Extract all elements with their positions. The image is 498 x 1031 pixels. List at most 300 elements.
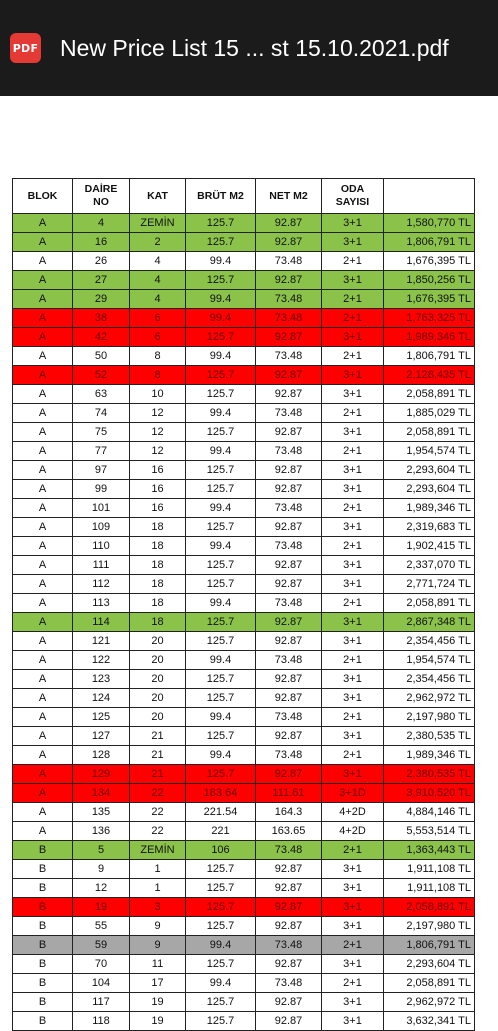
cell-oda-sayisi: 3+1 <box>322 480 384 499</box>
cell-kat: 19 <box>130 1012 186 1031</box>
cell-kat: 21 <box>130 746 186 765</box>
cell-price: 2,337,070 TL <box>384 556 475 575</box>
table-row <box>13 670 475 689</box>
cell-blok: A <box>13 727 73 746</box>
cell-kat: 3 <box>130 898 186 917</box>
cell-brut-m2: 125.7 <box>186 233 256 252</box>
cell-daire-no: 111 <box>73 556 130 575</box>
cell-daire-no: 123 <box>73 670 130 689</box>
cell-blok: A <box>13 423 73 442</box>
cell-price: 2,058,891 TL <box>384 898 475 917</box>
cell-brut-m2: 125.7 <box>186 613 256 632</box>
cell-net-m2: 92.87 <box>256 214 322 233</box>
cell-kat: 18 <box>130 556 186 575</box>
cell-oda-sayisi: 2+1 <box>322 746 384 765</box>
cell-daire-no: 104 <box>73 974 130 993</box>
cell-kat: 9 <box>130 917 186 936</box>
cell-blok: A <box>13 613 73 632</box>
cell-blok: B <box>13 936 73 955</box>
cell-price: 1,954,574 TL <box>384 442 475 461</box>
cell-price: 1,954,574 TL <box>384 651 475 670</box>
cell-daire-no: 121 <box>73 632 130 651</box>
cell-kat: 4 <box>130 271 186 290</box>
cell-oda-sayisi: 4+2D <box>322 822 384 841</box>
table-row <box>13 974 475 993</box>
column-header-daire-no: DAİRE NO <box>73 179 130 214</box>
cell-brut-m2: 125.7 <box>186 765 256 784</box>
cell-net-m2: 73.48 <box>256 252 322 271</box>
cell-blok: A <box>13 233 73 252</box>
table-row <box>13 765 475 784</box>
cell-net-m2: 92.87 <box>256 271 322 290</box>
cell-kat: 4 <box>130 252 186 271</box>
cell-kat: 20 <box>130 689 186 708</box>
cell-blok: A <box>13 784 73 803</box>
cell-oda-sayisi: 2+1 <box>322 708 384 727</box>
price-list-document <box>12 178 475 1031</box>
cell-price: 2,293,604 TL <box>384 480 475 499</box>
table-row <box>13 917 475 936</box>
cell-daire-no: 9 <box>73 860 130 879</box>
cell-daire-no: 113 <box>73 594 130 613</box>
cell-price: 2,867,348 TL <box>384 613 475 632</box>
cell-blok: A <box>13 708 73 727</box>
cell-blok: B <box>13 860 73 879</box>
cell-kat: 19 <box>130 993 186 1012</box>
cell-brut-m2: 125.7 <box>186 993 256 1012</box>
table-row <box>13 841 475 860</box>
cell-oda-sayisi: 3+1 <box>322 955 384 974</box>
cell-brut-m2: 125.7 <box>186 1012 256 1031</box>
table-row <box>13 556 475 575</box>
cell-oda-sayisi: 3+1 <box>322 898 384 917</box>
cell-oda-sayisi: 4+2D <box>322 803 384 822</box>
cell-daire-no: 38 <box>73 309 130 328</box>
cell-kat: 6 <box>130 328 186 347</box>
cell-blok: A <box>13 765 73 784</box>
cell-daire-no: 135 <box>73 803 130 822</box>
cell-daire-no: 63 <box>73 385 130 404</box>
cell-oda-sayisi: 3+1 <box>322 879 384 898</box>
cell-price: 3,910,520 TL <box>384 784 475 803</box>
viewer-top-bar <box>0 0 498 96</box>
table-row <box>13 955 475 974</box>
cell-daire-no: 16 <box>73 233 130 252</box>
table-row <box>13 784 475 803</box>
cell-oda-sayisi: 2+1 <box>322 252 384 271</box>
table-row <box>13 404 475 423</box>
cell-net-m2: 92.87 <box>256 366 322 385</box>
cell-daire-no: 112 <box>73 575 130 594</box>
cell-blok: A <box>13 271 73 290</box>
cell-daire-no: 4 <box>73 214 130 233</box>
cell-blok: A <box>13 594 73 613</box>
cell-net-m2: 92.87 <box>256 689 322 708</box>
cell-oda-sayisi: 3+1 <box>322 917 384 936</box>
pdf-file-icon: PDF <box>10 33 41 63</box>
cell-blok: A <box>13 651 73 670</box>
cell-brut-m2: 125.7 <box>186 366 256 385</box>
cell-price: 1,676,395 TL <box>384 290 475 309</box>
cell-oda-sayisi: 3+1 <box>322 689 384 708</box>
cell-net-m2: 92.87 <box>256 765 322 784</box>
cell-net-m2: 92.87 <box>256 423 322 442</box>
cell-net-m2: 73.48 <box>256 651 322 670</box>
cell-price: 2,962,972 TL <box>384 689 475 708</box>
cell-blok: A <box>13 252 73 271</box>
cell-daire-no: 70 <box>73 955 130 974</box>
cell-daire-no: 134 <box>73 784 130 803</box>
cell-price: 2,058,891 TL <box>384 974 475 993</box>
cell-daire-no: 19 <box>73 898 130 917</box>
cell-net-m2: 73.48 <box>256 841 322 860</box>
cell-price: 1,763,325 TL <box>384 309 475 328</box>
cell-price: 1,989,346 TL <box>384 328 475 347</box>
cell-daire-no: 128 <box>73 746 130 765</box>
cell-daire-no: 127 <box>73 727 130 746</box>
table-row <box>13 423 475 442</box>
cell-kat: 22 <box>130 822 186 841</box>
cell-net-m2: 92.87 <box>256 632 322 651</box>
cell-brut-m2: 221.54 <box>186 803 256 822</box>
cell-net-m2: 92.87 <box>256 385 322 404</box>
table-row <box>13 537 475 556</box>
cell-price: 1,363,443 TL <box>384 841 475 860</box>
cell-blok: B <box>13 974 73 993</box>
cell-brut-m2: 99.4 <box>186 537 256 556</box>
table-row <box>13 309 475 328</box>
cell-price: 2,128,435 TL <box>384 366 475 385</box>
cell-net-m2: 73.48 <box>256 309 322 328</box>
cell-net-m2: 92.87 <box>256 518 322 537</box>
cell-brut-m2: 125.7 <box>186 955 256 974</box>
cell-net-m2: 92.87 <box>256 879 322 898</box>
cell-price: 4,884,146 TL <box>384 803 475 822</box>
cell-blok: A <box>13 480 73 499</box>
cell-daire-no: 29 <box>73 290 130 309</box>
table-row <box>13 290 475 309</box>
cell-net-m2: 73.48 <box>256 404 322 423</box>
cell-blok: A <box>13 518 73 537</box>
cell-blok: A <box>13 746 73 765</box>
table-row <box>13 518 475 537</box>
cell-blok: A <box>13 290 73 309</box>
table-row <box>13 480 475 499</box>
column-header-kat: KAT <box>130 179 186 214</box>
cell-net-m2: 163.65 <box>256 822 322 841</box>
document-title[interactable]: New Price List 15 ... st 15.10.2021.pdf <box>60 35 449 61</box>
cell-price: 1,806,791 TL <box>384 347 475 366</box>
cell-blok: A <box>13 442 73 461</box>
cell-brut-m2: 125.7 <box>186 328 256 347</box>
cell-oda-sayisi: 3+1 <box>322 423 384 442</box>
cell-kat: 18 <box>130 537 186 556</box>
cell-daire-no: 59 <box>73 936 130 955</box>
cell-net-m2: 73.48 <box>256 499 322 518</box>
cell-price: 2,058,891 TL <box>384 385 475 404</box>
cell-brut-m2: 125.7 <box>186 632 256 651</box>
cell-daire-no: 97 <box>73 461 130 480</box>
table-row <box>13 271 475 290</box>
cell-brut-m2: 99.4 <box>186 936 256 955</box>
cell-price: 1,850,256 TL <box>384 271 475 290</box>
cell-oda-sayisi: 3+1 <box>322 328 384 347</box>
cell-blok: A <box>13 385 73 404</box>
table-header-row <box>13 179 475 214</box>
cell-net-m2: 92.87 <box>256 233 322 252</box>
cell-brut-m2: 125.7 <box>186 461 256 480</box>
cell-oda-sayisi: 2+1 <box>322 841 384 860</box>
cell-price: 1,806,791 TL <box>384 936 475 955</box>
cell-blok: A <box>13 556 73 575</box>
cell-oda-sayisi: 3+1 <box>322 1012 384 1031</box>
cell-blok: B <box>13 841 73 860</box>
cell-brut-m2: 99.4 <box>186 499 256 518</box>
cell-kat: 20 <box>130 632 186 651</box>
cell-brut-m2: 125.7 <box>186 480 256 499</box>
cell-kat: 8 <box>130 366 186 385</box>
cell-kat: 18 <box>130 613 186 632</box>
cell-oda-sayisi: 3+1 <box>322 271 384 290</box>
cell-daire-no: 114 <box>73 613 130 632</box>
cell-brut-m2: 99.4 <box>186 708 256 727</box>
cell-blok: A <box>13 214 73 233</box>
cell-kat: 12 <box>130 423 186 442</box>
table-row <box>13 594 475 613</box>
cell-brut-m2: 183.64 <box>186 784 256 803</box>
cell-daire-no: 99 <box>73 480 130 499</box>
table-row <box>13 993 475 1012</box>
cell-daire-no: 77 <box>73 442 130 461</box>
cell-kat: ZEMİN <box>130 841 186 860</box>
cell-price: 2,354,456 TL <box>384 632 475 651</box>
cell-brut-m2: 125.7 <box>186 518 256 537</box>
cell-price: 5,553,514 TL <box>384 822 475 841</box>
cell-net-m2: 92.87 <box>256 461 322 480</box>
cell-oda-sayisi: 3+1 <box>322 632 384 651</box>
cell-blok: A <box>13 366 73 385</box>
cell-oda-sayisi: 3+1 <box>322 366 384 385</box>
cell-brut-m2: 99.4 <box>186 290 256 309</box>
cell-kat: ZEMİN <box>130 214 186 233</box>
cell-brut-m2: 99.4 <box>186 252 256 271</box>
cell-kat: 18 <box>130 518 186 537</box>
cell-daire-no: 5 <box>73 841 130 860</box>
cell-oda-sayisi: 2+1 <box>322 347 384 366</box>
cell-price: 1,676,395 TL <box>384 252 475 271</box>
cell-price: 1,989,346 TL <box>384 746 475 765</box>
cell-blok: A <box>13 328 73 347</box>
cell-kat: 17 <box>130 974 186 993</box>
cell-blok: A <box>13 347 73 366</box>
cell-net-m2: 73.48 <box>256 347 322 366</box>
cell-oda-sayisi: 2+1 <box>322 309 384 328</box>
cell-kat: 12 <box>130 442 186 461</box>
cell-blok: A <box>13 670 73 689</box>
cell-oda-sayisi: 2+1 <box>322 651 384 670</box>
cell-oda-sayisi: 2+1 <box>322 442 384 461</box>
cell-net-m2: 92.87 <box>256 727 322 746</box>
cell-price: 2,293,604 TL <box>384 955 475 974</box>
cell-price: 2,380,535 TL <box>384 765 475 784</box>
table-row <box>13 499 475 518</box>
cell-daire-no: 117 <box>73 993 130 1012</box>
cell-blok: A <box>13 309 73 328</box>
cell-kat: 16 <box>130 480 186 499</box>
cell-brut-m2: 125.7 <box>186 385 256 404</box>
cell-kat: 12 <box>130 404 186 423</box>
cell-oda-sayisi: 2+1 <box>322 974 384 993</box>
cell-net-m2: 111.61 <box>256 784 322 803</box>
cell-kat: 2 <box>130 233 186 252</box>
cell-daire-no: 122 <box>73 651 130 670</box>
cell-daire-no: 74 <box>73 404 130 423</box>
table-row <box>13 613 475 632</box>
table-row <box>13 822 475 841</box>
cell-brut-m2: 99.4 <box>186 442 256 461</box>
table-row <box>13 214 475 233</box>
cell-brut-m2: 99.4 <box>186 746 256 765</box>
table-row <box>13 385 475 404</box>
cell-daire-no: 55 <box>73 917 130 936</box>
cell-kat: 21 <box>130 727 186 746</box>
cell-blok: A <box>13 803 73 822</box>
cell-brut-m2: 125.7 <box>186 214 256 233</box>
table-row <box>13 347 475 366</box>
cell-oda-sayisi: 3+1 <box>322 385 384 404</box>
column-header-net-m2: NET M2 <box>256 179 322 214</box>
table-row <box>13 233 475 252</box>
cell-blok: A <box>13 689 73 708</box>
cell-price: 2,058,891 TL <box>384 423 475 442</box>
cell-kat: 20 <box>130 651 186 670</box>
cell-blok: B <box>13 879 73 898</box>
cell-brut-m2: 99.4 <box>186 974 256 993</box>
cell-price: 1,911,108 TL <box>384 860 475 879</box>
table-row <box>13 879 475 898</box>
table-row <box>13 651 475 670</box>
cell-price: 1,989,346 TL <box>384 499 475 518</box>
cell-price: 3,632,341 TL <box>384 1012 475 1031</box>
cell-blok: B <box>13 917 73 936</box>
cell-oda-sayisi: 3+1 <box>322 461 384 480</box>
cell-daire-no: 101 <box>73 499 130 518</box>
cell-brut-m2: 99.4 <box>186 651 256 670</box>
cell-price: 2,197,980 TL <box>384 708 475 727</box>
table-row <box>13 727 475 746</box>
cell-brut-m2: 125.7 <box>186 575 256 594</box>
cell-brut-m2: 125.7 <box>186 556 256 575</box>
cell-kat: 6 <box>130 309 186 328</box>
cell-blok: B <box>13 898 73 917</box>
cell-daire-no: 42 <box>73 328 130 347</box>
cell-blok: A <box>13 404 73 423</box>
cell-kat: 10 <box>130 385 186 404</box>
cell-net-m2: 92.87 <box>256 898 322 917</box>
cell-oda-sayisi: 2+1 <box>322 499 384 518</box>
cell-daire-no: 26 <box>73 252 130 271</box>
cell-oda-sayisi: 3+1D <box>322 784 384 803</box>
cell-daire-no: 118 <box>73 1012 130 1031</box>
cell-daire-no: 50 <box>73 347 130 366</box>
cell-net-m2: 164.3 <box>256 803 322 822</box>
table-row <box>13 461 475 480</box>
cell-price: 1,902,415 TL <box>384 537 475 556</box>
cell-kat: 11 <box>130 955 186 974</box>
cell-blok: B <box>13 955 73 974</box>
cell-brut-m2: 125.7 <box>186 423 256 442</box>
cell-kat: 22 <box>130 803 186 822</box>
cell-price: 2,380,535 TL <box>384 727 475 746</box>
cell-price: 1,885,029 TL <box>384 404 475 423</box>
cell-daire-no: 52 <box>73 366 130 385</box>
cell-daire-no: 136 <box>73 822 130 841</box>
cell-daire-no: 27 <box>73 271 130 290</box>
table-row <box>13 803 475 822</box>
cell-kat: 20 <box>130 670 186 689</box>
cell-kat: 16 <box>130 461 186 480</box>
cell-oda-sayisi: 3+1 <box>322 765 384 784</box>
cell-kat: 20 <box>130 708 186 727</box>
table-row <box>13 328 475 347</box>
cell-price: 2,354,456 TL <box>384 670 475 689</box>
column-header-oda-sayisi: ODA SAYISI <box>322 179 384 214</box>
cell-brut-m2: 221 <box>186 822 256 841</box>
cell-price: 1,911,108 TL <box>384 879 475 898</box>
cell-brut-m2: 125.7 <box>186 670 256 689</box>
cell-net-m2: 92.87 <box>256 1012 322 1031</box>
table-row <box>13 898 475 917</box>
cell-brut-m2: 125.7 <box>186 898 256 917</box>
cell-oda-sayisi: 3+1 <box>322 556 384 575</box>
cell-oda-sayisi: 3+1 <box>322 233 384 252</box>
table-body <box>13 214 475 1031</box>
table-row <box>13 708 475 727</box>
cell-price: 2,771,724 TL <box>384 575 475 594</box>
cell-daire-no: 124 <box>73 689 130 708</box>
table-row <box>13 746 475 765</box>
cell-oda-sayisi: 2+1 <box>322 594 384 613</box>
cell-net-m2: 73.48 <box>256 936 322 955</box>
cell-daire-no: 109 <box>73 518 130 537</box>
table-row <box>13 575 475 594</box>
cell-brut-m2: 125.7 <box>186 917 256 936</box>
cell-blok: A <box>13 575 73 594</box>
cell-net-m2: 92.87 <box>256 860 322 879</box>
cell-net-m2: 92.87 <box>256 670 322 689</box>
table-row <box>13 632 475 651</box>
cell-brut-m2: 106 <box>186 841 256 860</box>
cell-brut-m2: 99.4 <box>186 594 256 613</box>
cell-kat: 22 <box>130 784 186 803</box>
cell-oda-sayisi: 3+1 <box>322 860 384 879</box>
cell-kat: 8 <box>130 347 186 366</box>
cell-blok: A <box>13 632 73 651</box>
cell-price: 1,806,791 TL <box>384 233 475 252</box>
price-table <box>12 178 475 1031</box>
cell-net-m2: 73.48 <box>256 442 322 461</box>
cell-net-m2: 92.87 <box>256 613 322 632</box>
cell-net-m2: 73.48 <box>256 594 322 613</box>
cell-kat: 18 <box>130 594 186 613</box>
cell-net-m2: 92.87 <box>256 993 322 1012</box>
cell-oda-sayisi: 3+1 <box>322 214 384 233</box>
cell-oda-sayisi: 2+1 <box>322 537 384 556</box>
cell-net-m2: 73.48 <box>256 974 322 993</box>
cell-kat: 9 <box>130 936 186 955</box>
column-header-brut-m2: BRÜT M2 <box>186 179 256 214</box>
cell-price: 2,319,683 TL <box>384 518 475 537</box>
